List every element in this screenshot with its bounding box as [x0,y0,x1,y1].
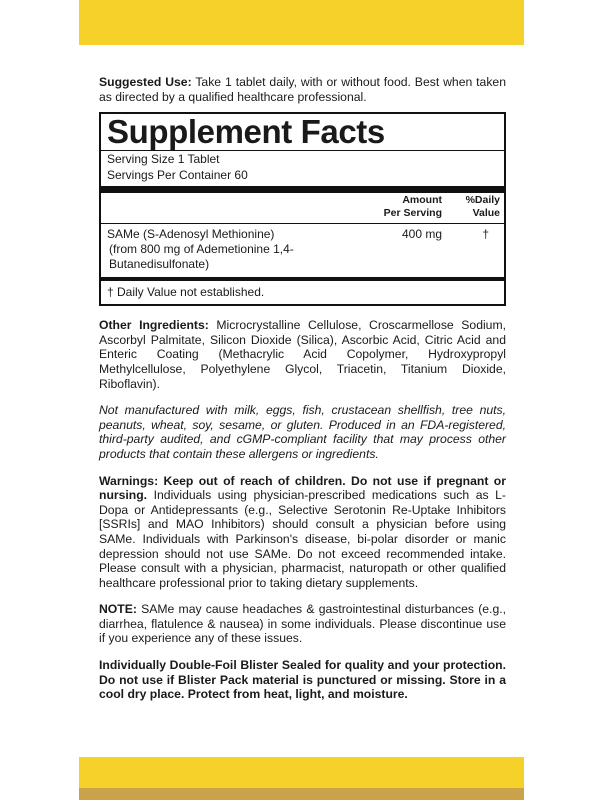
warnings-label: Warnings: Keep out of reach of children. Do not use if pregnant or nursing. [99,473,506,503]
other-ingredients [99,318,506,391]
serving-size: Serving Size 1 Tablet [107,152,220,167]
label-panel [79,45,524,757]
warnings-text: Individuals using physician-prescribed medications such as L-Dopa or Antidepressants (e.g., Selective Serotonin Re-Uptake Inhibitors [SSRIs] and MAO Inhibitors) should consult a physician before using SAMe. Individuals with Parkinson's disease, bi-polar disorder or manic depression should not use SAMe. Do not exceed recommended intake. Please consult with a physician, pharmacist, naturopath or other qualified healthcare professional prior to taking dietary supplements. [99,488,506,590]
allergen-statement: Not manufactured with milk, eggs, fish, crustacean shellfish, tree nuts, peanuts, wheat, soy, sesame, or gluten. Produced in an FDA-registered, third-party audited, and cGMP-compliant facility that may process other products that contain these allergens or ingredients. [99,403,506,461]
other-ingredients-text: Microcrystalline Cellulose, Croscarmellose Sodium, Ascorbyl Palmitate, Silicon Dioxide (Silica), Ascorbic Acid, Citric Acid and Enteric Coating (Methacrylic Acid Copolymer, Hydroxypropyl Methylcellulose, Polyethylene Glycol, Triacetin, Titanium Dioxide, Riboflavin). [99,318,506,391]
note [99,602,506,646]
column-headers [107,193,500,223]
nutrient-title: SAMe (S-Adenosyl Methionine) [107,227,275,242]
header-amount: Amount Per Serving [383,194,442,219]
divider-thick [101,186,504,193]
header-daily-value: %Daily Value [465,194,500,219]
nutrient-daily-value: † [482,227,489,242]
nutrient-name [107,227,370,272]
note-label: NOTE: [99,602,137,617]
supplement-facts-title: Supplement Facts [107,113,385,151]
nutrient-row [107,224,500,275]
warnings [99,474,506,591]
suggested-use-label: Suggested Use: [99,75,192,89]
suggested-use-text: Take 1 tablet daily, with or without food. Best when taken as directed by a qualified healthcare professional. [99,75,506,104]
servings-per-container: Servings Per Container 60 [107,168,248,183]
storage-statement: Individually Double-Foil Blister Sealed for quality and your protection. Do not use if Blister Pack material is punctured or missing. Store in a cool dry place. Protect from heat, light, and moisture. [99,658,506,702]
nutrient-amount: 400 mg [401,227,442,242]
daily-value-footnote: † Daily Value not established. [107,285,265,300]
suggested-use [99,75,506,104]
other-ingredients-label: Other Ingredients: [99,318,209,333]
nutrient-source: (from 800 mg of Ademetionine 1,4-Butanedisulfonate) [109,242,294,272]
supplement-facts-panel [99,112,506,306]
note-text: SAMe may cause headaches & gastrointestinal disturbances (e.g., diarrhea, flatulence & nausea) in some individuals. Please discontinue use if you experience any of these issues. [99,602,506,646]
